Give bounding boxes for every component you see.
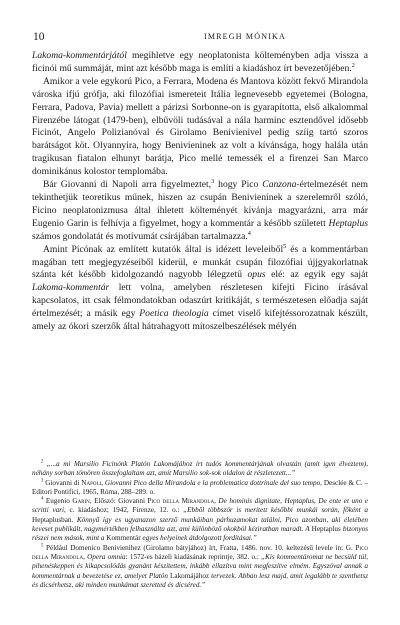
text: , Előszó: Giovanni — [89, 497, 148, 506]
footnote-5 — [32, 544, 368, 590]
author-name: Garin — [72, 497, 90, 506]
paragraph-1 — [32, 50, 368, 76]
page-header — [0, 31, 400, 45]
text-italic: Canzona — [262, 179, 297, 191]
text: : 1572-es bázeli kiadásának reprintje, 382. o.: — [125, 552, 262, 561]
paragraph-2: Amikor a vele egykorú Pico, a Ferrara, Modena és Mantova között fekvő Mirandola városka ifjú grófja, aki filozófiai ismereteit Itália legnevesebb egyetemei (Bologna, Ferrara, Padova, Pavia) mellett a párizsi Sorbonne-on is gyarapította, első alkalommal Firenzébe látogat (1479-ben), elbűvöli tudásával a nála harminc esztendővel idősebb Ficinót, Angelo Polizianóval és Girolamo Benivienivel pedig szíig tartó szoros barátságot köt. Olyannyira, hogy Benivieninek az volt a kívánsága, hogy halála után tragikusan fiatalon elhunyt barátja, Pico mellé temessék el a firenzei San Marco dominikánus kolostor templomába. — [32, 75, 368, 178]
text: Bár Giovanni di Napoli arra figyelmeztet, — [43, 179, 212, 191]
running-head: IMREGH MÓNIKA — [203, 32, 287, 41]
text: -értelmezését nem tekinthetjük teoretikus műnek, hiszen az csupán Benivienínek a szerelemről szóló, Ficino neoplatonizmusa által ihletett költeményét kívánja magyarázni, arra már Eugenio Garin is felhívja a figyelmet, hogy a kommentár a később született — [32, 179, 369, 229]
text: Amint Picónak az említett kutatók által is idézett leveleiből — [43, 243, 284, 255]
footnote-ref: 2 — [351, 61, 355, 69]
quote-italic: „Kis kommentáromat ne becsüld túl, pihenéskeppen és kikapcsolódás gyanánt készítettem, inkább ellazítva mint megfeszítve elmém. Egyszóval annak a kommentárnak a bevezetése ez, amelyet Platón — [32, 552, 369, 580]
footnote-ref: 4 — [247, 229, 251, 237]
text: számos gondolatát és motívumát csírájában tartalmazza. — [32, 230, 248, 242]
quote-italic: egyes helyeinek átdolgozott fordításai.” — [142, 534, 257, 543]
text: Kommentár — [104, 534, 143, 543]
paragraph-4 — [32, 244, 368, 334]
text: hogy Pico — [214, 179, 263, 191]
footnotes — [32, 460, 368, 590]
footnote-3 — [32, 479, 368, 498]
text-italic: „...a mi Marsilio Ficinónk Platón Lakomájához írt tudós kommentárjának olvastán (amit igen élveztem), néhány sorban tömören összefoglaltam azt, amit Marsilio sok-sok oldalon át részletezett...” — [32, 460, 368, 478]
footnote-number: 3 — [41, 478, 44, 484]
text: , — [83, 552, 88, 561]
footnote-ref: 5 — [283, 242, 287, 250]
author-name: Napoli — [81, 478, 102, 487]
quote-italic: „Ebből többször is merített későbbi munkái során, főként a — [183, 506, 368, 515]
book-title: Giovanni Pico della Mirandola e la problematica dottrinale del suo tempo, — [104, 478, 322, 487]
text: lett volna, amelyben részletesen kifejti Ficino írásával kapcsolatos, itt csak félmondatokban odaszúrt kritikáját, s természetesen előadja saját értelmezését; a másik egy — [32, 282, 368, 320]
book-title: De hominis dignitate, Heptaplus, De ente et uno e scritti vari, — [32, 497, 369, 515]
quote-italic: tervezek. Abban lesz majd, amit legalább te szenthetsz és dicsérhetsz, aki minden munkámat szeretted és dicséred.” — [32, 571, 368, 589]
text-italic: Lakoma-kommentárjától — [32, 50, 127, 61]
footnote-ref: 3 — [211, 177, 215, 185]
text: c. kiadáshoz; 1942, Firenze, 12. o.: — [65, 506, 184, 515]
author-name: Pico della Mirandola — [147, 497, 215, 506]
text: elé: az egyik egy saját — [265, 269, 368, 281]
text: Eugenio — [45, 497, 73, 506]
page-number: 10 — [33, 31, 45, 43]
author-name: Pico della Mirandola — [32, 543, 369, 561]
quote-italic: Könnyű így es ugyanazon szerző munkáiban párhuzamokat találni, Pico azonban, aki életében keveset publikált, nagymértékben felhasználta azt, ami különböző okokból kéziratban maradt. A — [32, 515, 368, 534]
quote-italic: bizonyos részei nem mások, mint a — [32, 525, 368, 543]
text: megihletve egy neoplatonista költeményben adja vissza a ficinói mű summáját, mint azt később maga is említi a kiadáshoz írt bevezetőjében. — [32, 50, 368, 74]
text-italic: Poetica theologia — [139, 308, 209, 320]
text: Lakomájához — [167, 571, 212, 580]
body-text — [32, 50, 368, 334]
text: és a kommentárban magában tett megjegyzéseiből kiderül, e munkát csupán filozófiai újjgyakorlatnak szánta két később kidolgozandó nagyobb lélegzetű — [32, 243, 368, 281]
text-italic: Heptaplus — [328, 217, 368, 229]
text-italic: Lakoma-kommentár — [32, 282, 110, 294]
text-italic: opus — [247, 269, 266, 281]
text: Heptaplusban. — [32, 515, 77, 524]
footnote-number: 5 — [41, 543, 44, 549]
text: Heptaplus — [309, 525, 343, 534]
footnote-2 — [32, 460, 368, 479]
book-title: Opera omnia — [87, 552, 126, 561]
text: , — [101, 478, 105, 487]
text: , — [214, 497, 219, 506]
text: Giovanni di — [45, 478, 82, 487]
footnote-4 — [32, 497, 368, 543]
text: címet viselő kifejtéssorozatnak készült, amely az ókori szerzők által hátrahagyott mítoszelbeszélések mélyén — [32, 308, 368, 333]
footnote-number: 4 — [41, 496, 44, 502]
footnote-number: 2 — [41, 459, 44, 465]
paragraph-3 — [32, 179, 368, 244]
text: Desclée & C. – Editori Pontifici, 1965, Róma, 288–289. o. — [32, 478, 368, 496]
text: Például Domenico Benivienihez (Girolamo bátyjához) írt, Fratta, 1486. nov. 10. keltezésű levele in: G. — [46, 543, 356, 552]
